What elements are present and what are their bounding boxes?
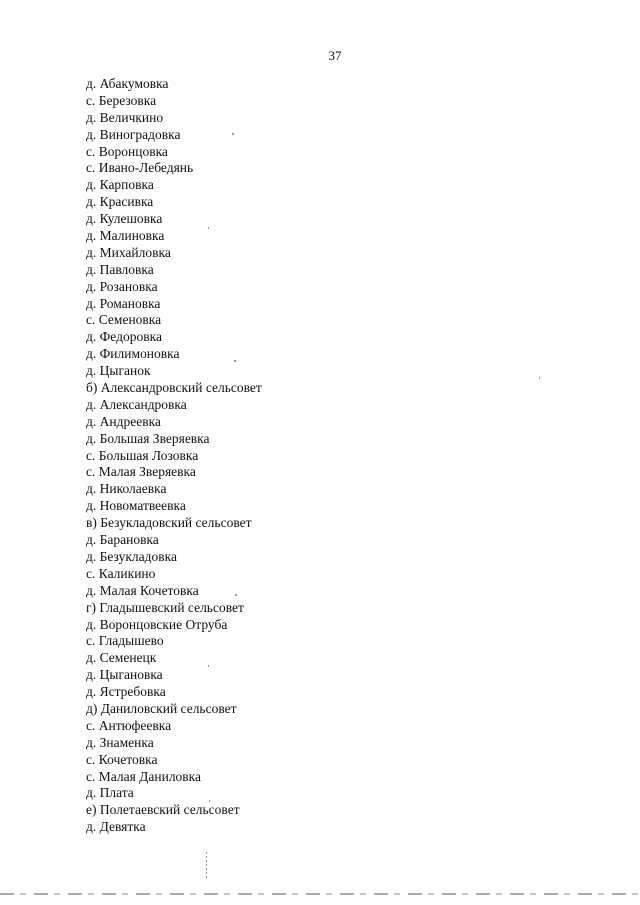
list-item: с. Антюфеевка: [86, 717, 172, 733]
scan-speck: [539, 377, 540, 379]
list-item: д. Новоматвеевка: [86, 498, 186, 514]
section-heading: д) Даниловский сельсовет: [86, 700, 237, 716]
list-item: д. Филимоновка: [86, 346, 180, 362]
scan-speck: [209, 800, 210, 802]
list-item: д. Девятка: [86, 819, 146, 835]
list-item: д. Величкино: [86, 109, 164, 125]
list-item: д. Александровка: [86, 396, 187, 412]
list-item: д. Михайловка: [86, 244, 171, 260]
settlement-list: [86, 76, 262, 836]
list-item: д. Абакумовка: [86, 76, 169, 91]
section-heading: г) Гладышевский сельсовет: [86, 599, 244, 615]
list-item: с. Воронцовка: [86, 143, 168, 159]
list-item: с. Семеновка: [86, 312, 162, 328]
list-item: с. Большая Лозовка: [86, 447, 199, 463]
list-item: д. Цыганок: [86, 363, 151, 379]
scan-speck: [235, 594, 237, 596]
list-item: д. Кулешовка: [86, 211, 163, 227]
list-item: д. Большая Зверяевка: [86, 430, 210, 446]
list-item: с. Малая Зверяевка: [86, 464, 196, 480]
list-item: д. Андреевка: [86, 413, 161, 429]
list-item: д. Барановка: [86, 532, 159, 548]
list-item: с. Березовка: [86, 92, 157, 108]
scan-mark: [206, 852, 207, 880]
list-item: с. Малая Даниловка: [86, 768, 202, 784]
page-number: 37: [328, 48, 342, 63]
list-item: д. Цыгановка: [86, 667, 163, 683]
list-item: д. Красивка: [86, 194, 154, 210]
list-item: с. Кочетовка: [86, 751, 158, 767]
list-item: д. Карповка: [86, 177, 154, 193]
list-item: д. Федоровка: [86, 329, 162, 345]
list-item: д. Розановка: [86, 278, 158, 294]
scan-speck: [208, 665, 209, 667]
list-item: д. Малая Кочетовка: [86, 582, 199, 598]
list-item: д. Малиновка: [86, 228, 165, 244]
list-item: д. Виноградовка: [86, 126, 181, 142]
list-item: д. Романовка: [86, 295, 161, 311]
scan-speck: [232, 133, 234, 135]
scan-speck: [208, 227, 209, 229]
scan-speck: [234, 360, 236, 362]
section-heading: в) Безукладовский сельсовет: [86, 515, 252, 531]
list-item: д. Воронцовские Отруба: [86, 616, 228, 632]
list-item: д. Николаевка: [86, 481, 167, 497]
list-item: с. Ивано-Лебедянь: [86, 160, 194, 176]
scan-edge: [0, 893, 640, 895]
list-item: д. Плата: [86, 785, 134, 801]
list-item: с. Каликино: [86, 565, 156, 581]
list-item: д. Семенецк: [86, 650, 157, 666]
list-item: д. Павловка: [86, 261, 154, 277]
list-item: д. Безукладовка: [86, 548, 177, 564]
list-item: д. Знаменка: [86, 734, 154, 750]
section-heading: е) Полетаевский сельсовет: [86, 802, 240, 818]
section-heading: б) Александровский сельсовет: [86, 380, 262, 396]
list-item: с. Гладышево: [86, 633, 164, 649]
list-item: д. Ястребовка: [86, 684, 166, 700]
